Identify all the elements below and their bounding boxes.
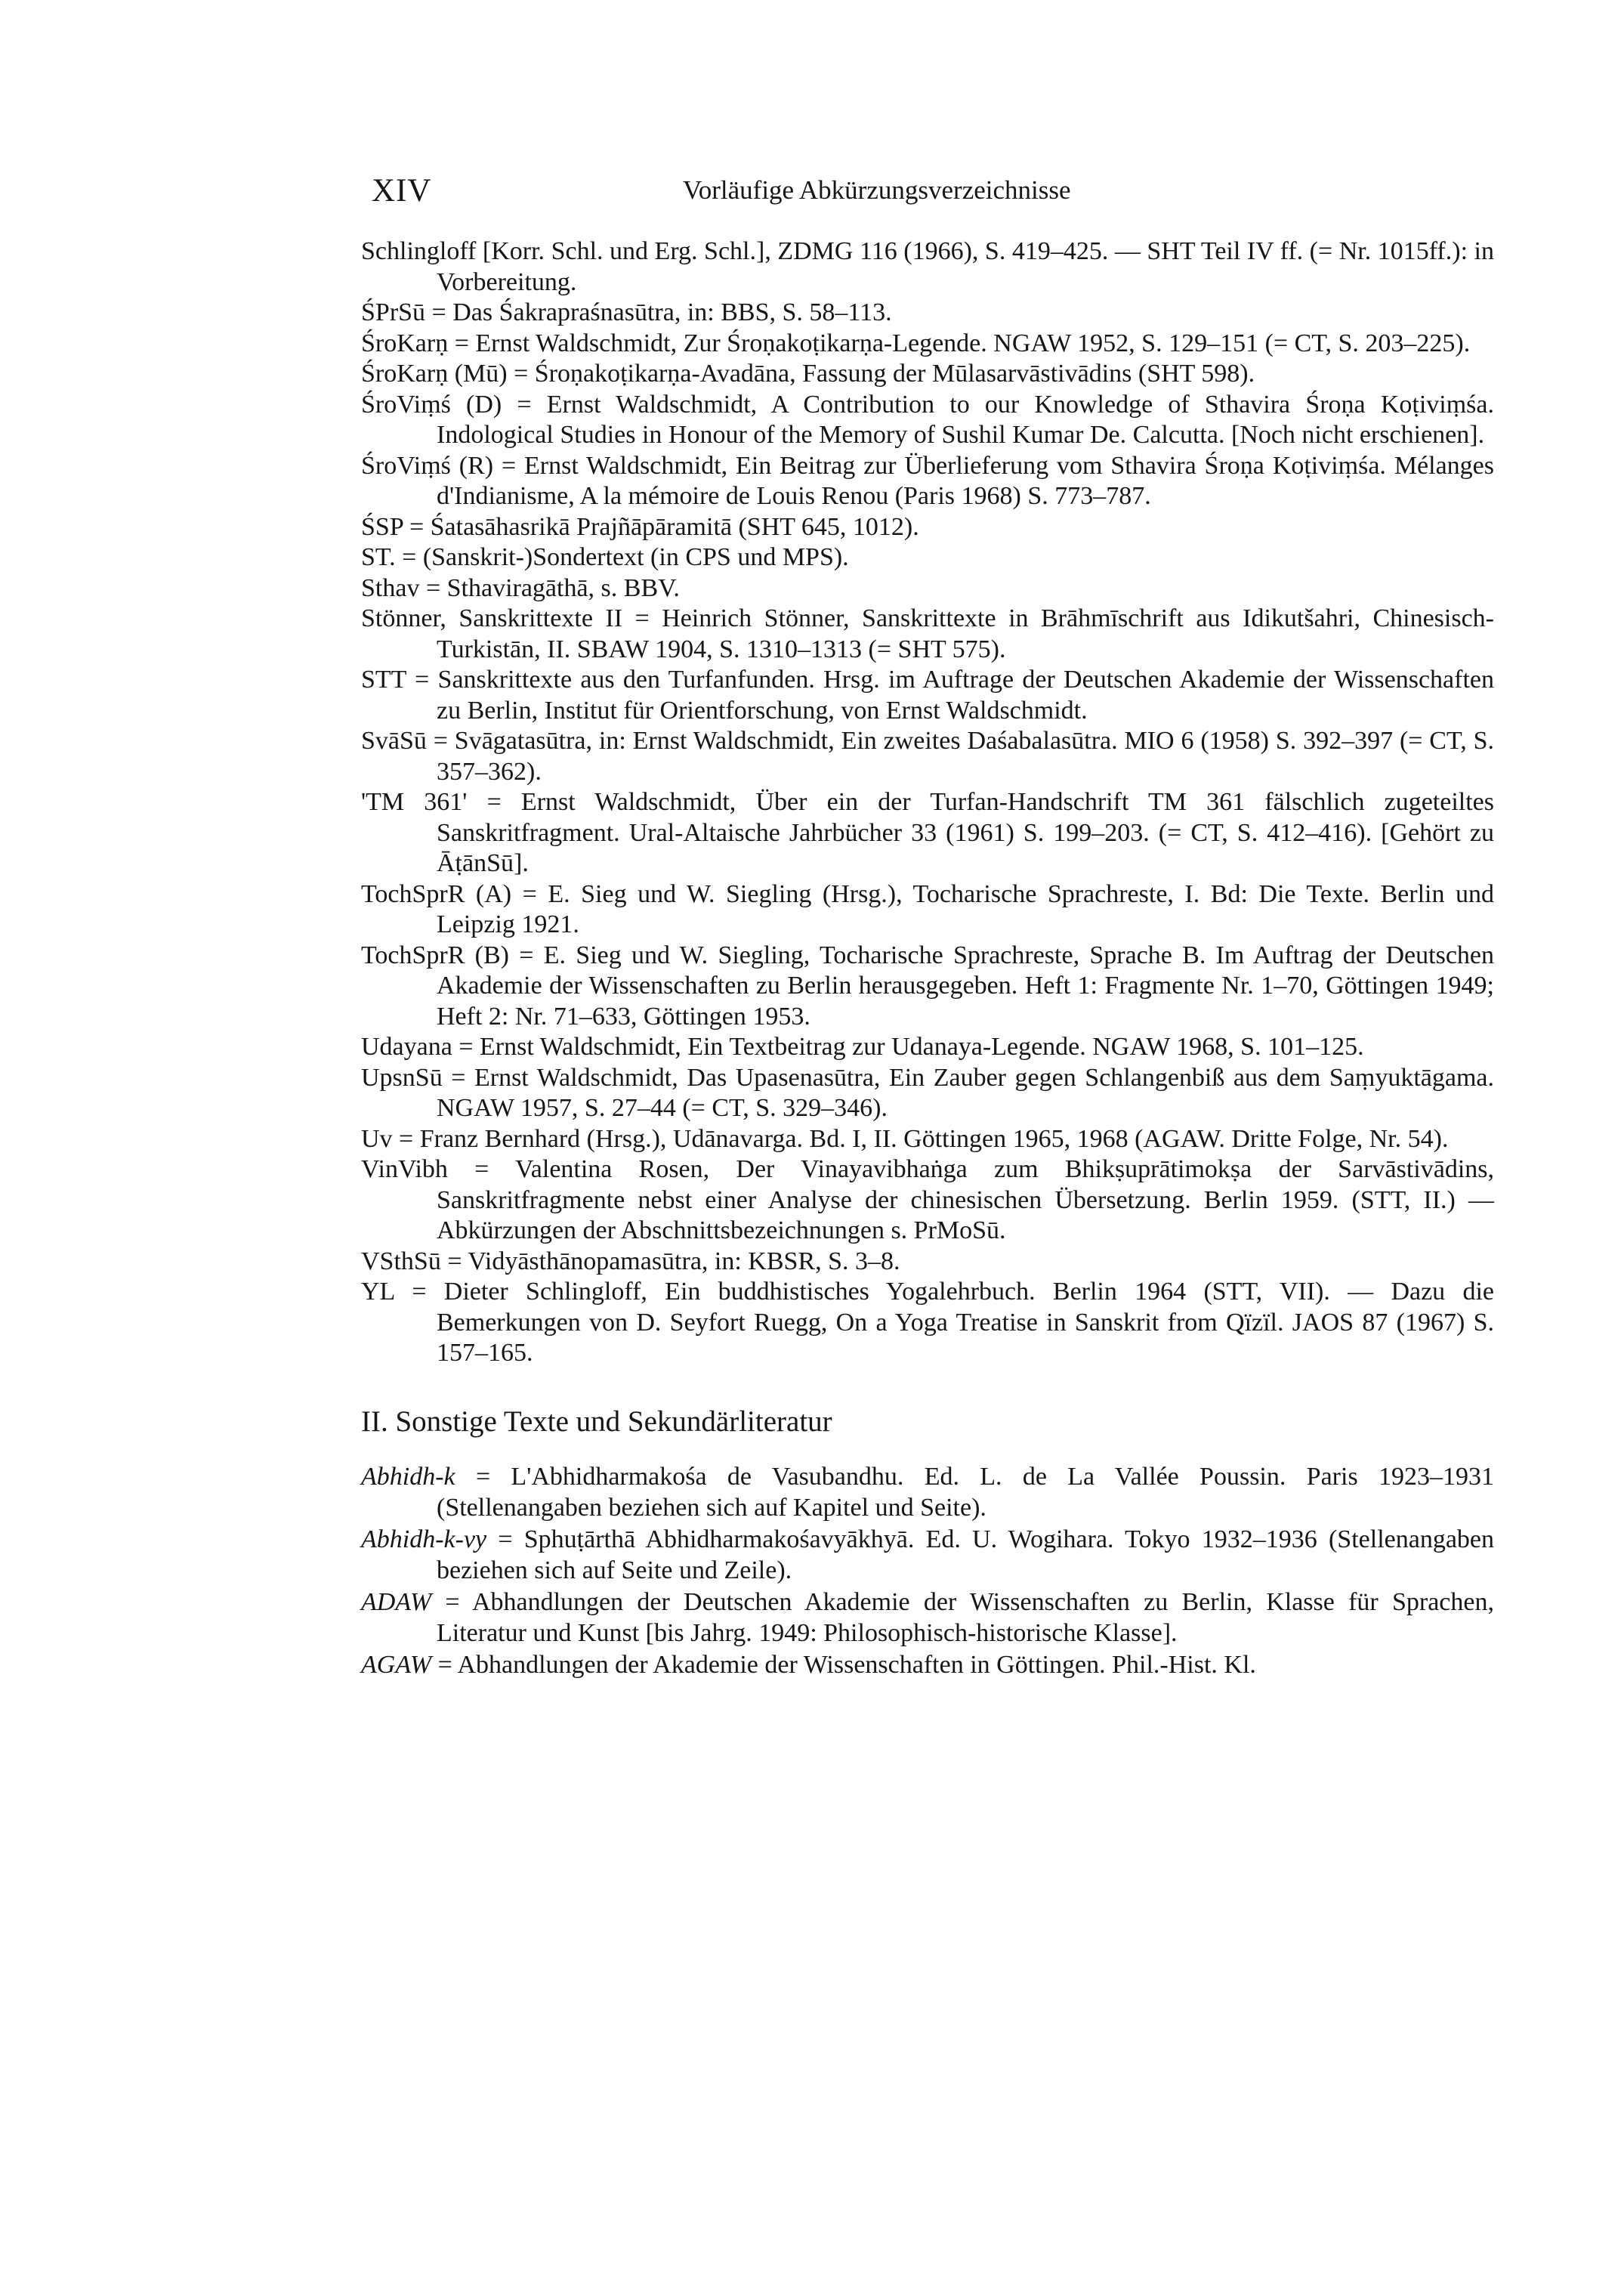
abbreviation-entry: SvāSū = Svāgatasūtra, in: Ernst Waldschmidt, Ein zweites Daśabalasūtra. MIO 6 (1958) S. 392–397 (= CT, S. 357–362).	[361, 727, 1494, 786]
page-body	[361, 236, 1494, 1683]
section-heading: II. Sonstige Texte und Sekundärliteratur	[361, 1405, 832, 1438]
literature-text: = Abhandlungen der Deutschen Akademie der Wissenschaften zu Berlin, Klasse für Sprachen, Literatur und Kunst [bis Jahrg. 1949: Philosophisch-historische Klasse].	[431, 1588, 1494, 1647]
literature-text: = Sphuṭārthā Abhidharmakośavyākhyā. Ed. U. Wogihara. Tokyo 1932–1936 (Stellenangaben beziehen sich auf Seite und Zeile).	[437, 1525, 1494, 1584]
literature-abbreviation: ADAW	[361, 1588, 432, 1616]
page-number: XIV	[372, 173, 432, 209]
abbreviation-entry: STT = Sanskrittexte aus den Turfanfunden. Hrsg. im Auftrage der Deutschen Akademie der Wissenschaften zu Berlin, Institut für Orientforschung, von Ernst Waldschmidt.	[361, 666, 1494, 725]
literature-entry	[361, 1525, 1494, 1586]
abbreviation-entry: ŚPrSū = Das Śakrapraśnasūtra, in: BBS, S. 58–113.	[361, 298, 892, 326]
abbreviation-entry: VSthSū = Vidyāsthānopamasūtra, in: KBSR, S. 3–8.	[361, 1247, 900, 1275]
abbreviation-entry: 'TM 361' = Ernst Waldschmidt, Über ein der Turfan-Handschrift TM 361 fälschlich zugeteiltes Sanskritfragment. Ural-Altaische Jahrbücher 33 (1961) S. 199–203. (= CT, S. 412–416). [Gehört zu ĀṭānSū].	[361, 788, 1494, 877]
running-title: Vorläufige Abkürzungsverzeichnisse	[683, 175, 1071, 205]
literature-entry	[361, 1462, 1494, 1523]
abbreviation-entry: ŚroKarṇ = Ernst Waldschmidt, Zur Śroṇakoṭikarṇa-Legende. NGAW 1952, S. 129–151 (= CT, S. 203–225).	[361, 329, 1471, 357]
abbreviation-entry: Udayana = Ernst Waldschmidt, Ein Textbeitrag zur Udanaya-Legende. NGAW 1968, S. 101–125.	[361, 1033, 1364, 1061]
abbreviation-entry: Sthav = Sthaviragāthā, s. BBV.	[361, 573, 680, 602]
abbreviation-entry: TochSprR (A) = E. Sieg und W. Siegling (Hrsg.), Tocharische Sprachreste, I. Bd: Die Texte. Berlin und Leipzig 1921.	[361, 879, 1494, 938]
literature-abbreviation: AGAW	[361, 1651, 432, 1679]
abbreviation-entry: Schlingloff [Korr. Schl. und Erg. Schl.], ZDMG 116 (1966), S. 419–425. — SHT Teil IV ff. (= Nr. 1015ff.): in Vorbereitung.	[361, 237, 1494, 296]
literature-text: = Abhandlungen der Akademie der Wissenschaften in Göttingen. Phil.-Hist. Kl.	[431, 1651, 1256, 1679]
abbreviation-entry: ŚroViṃś (D) = Ernst Waldschmidt, A Contribution to our Knowledge of Sthavira Śroṇa Koṭiviṃśa. Indological Studies in Honour of the Memory of Sushil Kumar De. Calcutta. [Noch nicht erschienen].	[361, 390, 1494, 449]
literature-entry	[361, 1587, 1494, 1649]
abbreviation-entry: UpsnSū = Ernst Waldschmidt, Das Upasenasūtra, Ein Zauber gegen Schlangenbiß aus dem Saṃyuktāgama. NGAW 1957, S. 27–44 (= CT, S. 329–346).	[361, 1063, 1494, 1122]
page-header	[372, 172, 1248, 218]
abbreviation-entry: YL = Dieter Schlingloff, Ein buddhistisches Yogalehrbuch. Berlin 1964 (STT, VII). — Dazu die Bemerkungen von D. Seyfort Ruegg, On a Yoga Treatise in Sanskrit from Qïzïl. JAOS 87 (1967) S. 157–165.	[361, 1278, 1494, 1367]
abbreviation-entry: ŚSP = Śatasāhasrikā Prajñāpāramitā (SHT 645, 1012).	[361, 512, 919, 541]
abbreviation-entry: Uv = Franz Bernhard (Hrsg.), Udānavarga. Bd. I, II. Göttingen 1965, 1968 (AGAW. Dritte Folge, Nr. 54).	[361, 1124, 1449, 1153]
abbreviation-entry: VinVibh = Valentina Rosen, Der Vinayavibhaṅga zum Bhikṣuprātimokṣa der Sarvāstivādins, Sanskritfragmente nebst einer Analyse der chinesischen Übersetzung. Berlin 1959. (STT, II.) — Abkürzungen der Abschnittsbezeichnungen s. PrMoSū.	[361, 1155, 1494, 1244]
literature-abbreviation: Abhidh-k	[361, 1463, 455, 1491]
abbreviation-entry: TochSprR (B) = E. Sieg und W. Siegling, Tocharische Sprachreste, Sprache B. Im Auftrag der Deutschen Akademie der Wissenschaften zu Berlin herausgegeben. Heft 1: Fragmente Nr. 1–70, Göttingen 1949; Heft 2: Nr. 71–633, Göttingen 1953.	[361, 941, 1494, 1031]
literature-abbreviation: Abhidh-k-vy	[361, 1525, 487, 1553]
abbreviation-entry: Stönner, Sanskrittexte II = Heinrich Stönner, Sanskrittexte in Brāhmīschrift aus Idikutšahri, Chinesisch-Turkistān, II. SBAW 1904, S. 1310–1313 (= SHT 575).	[361, 604, 1494, 663]
abbreviation-entry: ŚroKarṇ (Mū) = Śroṇakoṭikarṇa-Avadāna, Fassung der Mūlasarvāstivādins (SHT 598).	[361, 360, 1255, 388]
literature-text: = L'Abhidharmakośa de Vasubandhu. Ed. L. de La Vallée Poussin. Paris 1923–1931 (Stellenangaben beziehen sich auf Kapitel und Seite).	[437, 1463, 1494, 1522]
literature-entry	[361, 1650, 1494, 1681]
abbreviation-entry: ST. = (Sanskrit-)Sondertext (in CPS und MPS).	[361, 543, 849, 571]
abbreviation-entry: ŚroViṃś (R) = Ernst Waldschmidt, Ein Beitrag zur Überlieferung vom Sthavira Śroṇa Koṭiviṃśa. Mélanges d'Indianisme, A la mémoire de Louis Renou (Paris 1968) S. 773–787.	[361, 451, 1494, 510]
